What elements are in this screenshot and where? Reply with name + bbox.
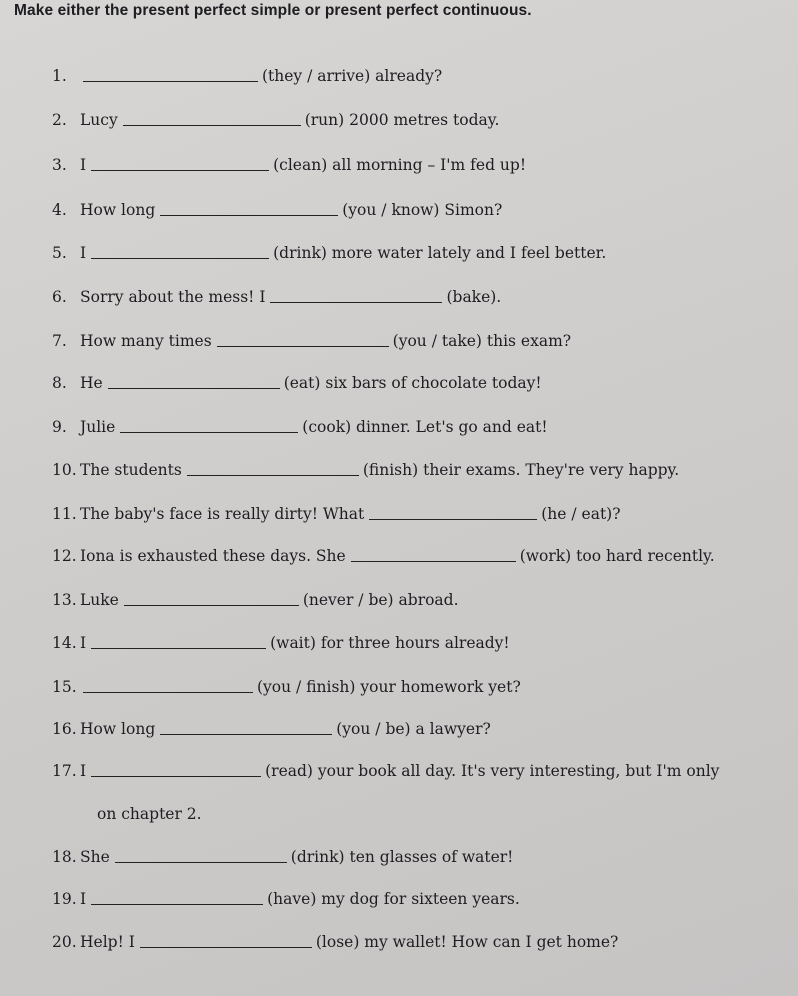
exercise-item	[52, 288, 501, 310]
answer-blank[interactable]	[351, 549, 516, 562]
item-cue: (eat) six bars of chocolate today!	[283, 374, 542, 392]
exercise-item	[52, 418, 548, 440]
item-number: 6.	[52, 288, 67, 306]
item-prefix: Iona is exhausted these days. She	[80, 547, 346, 565]
exercise-item	[52, 634, 510, 656]
answer-blank[interactable]	[108, 376, 280, 389]
exercise-item	[52, 244, 606, 266]
item-number: 14.	[52, 634, 77, 652]
item-number: 3.	[52, 156, 67, 174]
answer-blank[interactable]	[83, 680, 253, 693]
answer-blank[interactable]	[217, 334, 389, 347]
answer-blank[interactable]	[91, 892, 263, 905]
exercise-item	[52, 332, 571, 354]
item-cue: (you / be) a lawyer?	[336, 720, 491, 738]
item-number: 10.	[52, 461, 77, 479]
item-cue: (have) my dog for sixteen years.	[267, 890, 520, 908]
item-cue: (work) too hard recently.	[519, 547, 715, 565]
answer-blank[interactable]	[187, 463, 359, 476]
exercise-item	[52, 720, 491, 742]
exercise-item	[52, 374, 542, 396]
item-cue: (never / be) abroad.	[302, 591, 459, 609]
item-number: 11.	[52, 505, 77, 523]
exercise-item	[52, 505, 621, 527]
item-number: 1.	[52, 67, 67, 85]
item-prefix: Lucy	[80, 111, 118, 129]
exercise-item	[52, 461, 679, 483]
item-cue: (cook) dinner. Let's go and eat!	[302, 418, 548, 436]
item-number: 13.	[52, 591, 77, 609]
exercise-item	[52, 67, 442, 89]
answer-blank[interactable]	[120, 420, 298, 433]
item-cue: (run) 2000 metres today.	[304, 111, 500, 129]
item-prefix: Sorry about the mess! I	[80, 288, 266, 306]
item-prefix: She	[80, 848, 110, 866]
item-cue: (wait) for three hours already!	[270, 634, 510, 652]
item-cue: (they / arrive) already?	[262, 67, 443, 85]
item-number: 20.	[52, 933, 77, 951]
item-number: 5.	[52, 244, 67, 262]
item-prefix: Julie	[80, 418, 116, 436]
item-prefix: How long	[80, 720, 156, 738]
answer-blank[interactable]	[160, 722, 332, 735]
item-prefix: I	[80, 890, 87, 908]
item-cue: (you / finish) your homework yet?	[257, 678, 521, 696]
item-number: 7.	[52, 332, 67, 350]
item-number: 15.	[52, 678, 77, 696]
exercise-item	[52, 156, 526, 178]
item-cue: (drink) more water lately and I feel better.	[273, 244, 607, 262]
answer-blank[interactable]	[270, 290, 442, 303]
item-prefix: Help! I	[80, 933, 135, 951]
item-number: 18.	[52, 848, 77, 866]
item-cue: (you / know) Simon?	[342, 201, 503, 219]
item-number: 16.	[52, 720, 77, 738]
answer-blank[interactable]	[91, 158, 269, 171]
item-number: 17.	[52, 762, 77, 780]
answer-blank[interactable]	[91, 636, 266, 649]
item-number: 9.	[52, 418, 67, 436]
exercise-item	[52, 848, 513, 870]
answer-blank[interactable]	[83, 69, 258, 82]
item-number: 2.	[52, 111, 67, 129]
answer-blank[interactable]	[123, 113, 301, 126]
item-cue: (clean) all morning – I'm fed up!	[273, 156, 527, 174]
item-cue: (drink) ten glasses of water!	[290, 848, 514, 866]
item-prefix: The baby's face is really dirty! What	[80, 505, 365, 523]
item-cue: (bake).	[446, 288, 502, 306]
answer-blank[interactable]	[369, 507, 537, 520]
item-prefix: How long	[80, 201, 156, 219]
item-prefix: Luke	[80, 591, 119, 609]
item-prefix: I	[80, 634, 87, 652]
item-continuation: on chapter 2.	[97, 805, 202, 823]
exercise-item	[52, 678, 521, 700]
answer-blank[interactable]	[124, 593, 299, 606]
answer-blank[interactable]	[160, 203, 338, 216]
item-prefix: I	[80, 244, 87, 262]
item-cue: (read) your book all day. It's very interesting, but I'm only	[265, 762, 720, 780]
exercise-item	[52, 890, 520, 912]
item-prefix: He	[80, 374, 103, 392]
item-number: 19.	[52, 890, 77, 908]
exercise-item	[52, 591, 459, 613]
item-number: 4.	[52, 201, 67, 219]
item-cue: (you / take) this exam?	[392, 332, 572, 350]
exercise-item	[52, 762, 719, 784]
item-prefix: How many times	[80, 332, 212, 350]
exercise-item	[52, 201, 502, 223]
item-number: 8.	[52, 374, 67, 392]
answer-blank[interactable]	[91, 246, 269, 259]
answer-blank[interactable]	[140, 935, 312, 948]
exercise-item	[52, 547, 715, 569]
item-cue: (lose) my wallet! How can I get home?	[315, 933, 619, 951]
worksheet-instruction: Make either the present perfect simple or present perfect continuous.	[14, 2, 532, 19]
exercise-item	[52, 111, 499, 133]
item-cue: (finish) their exams. They're very happy.	[362, 461, 680, 479]
item-prefix: I	[80, 762, 87, 780]
answer-blank[interactable]	[115, 850, 287, 863]
item-cue: (he / eat)?	[541, 505, 621, 523]
exercise-item	[52, 933, 618, 955]
item-prefix: I	[80, 156, 87, 174]
answer-blank[interactable]	[91, 764, 261, 777]
item-prefix: The students	[80, 461, 182, 479]
item-number: 12.	[52, 547, 77, 565]
